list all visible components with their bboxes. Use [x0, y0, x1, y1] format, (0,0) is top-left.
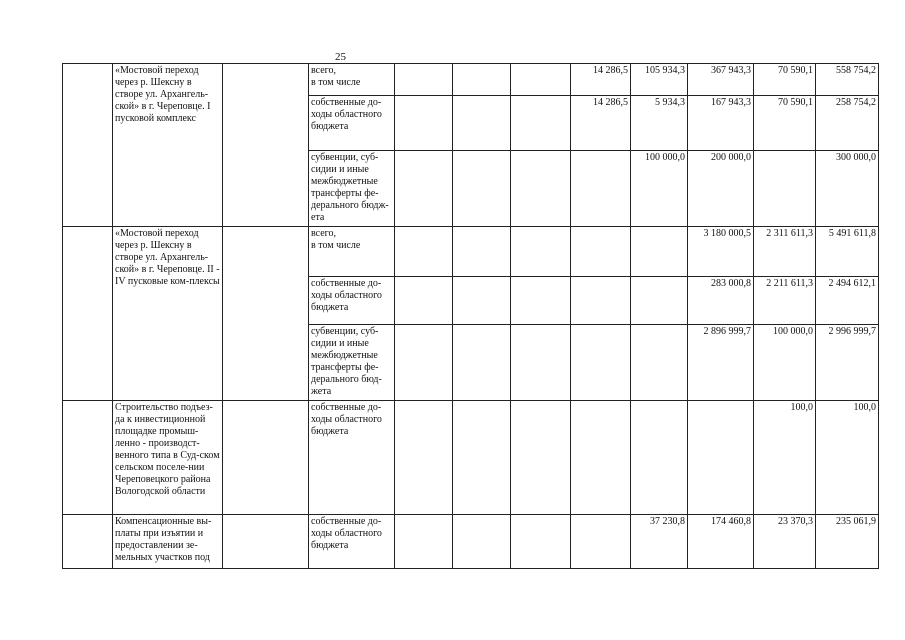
funding-source-cell: всего, в том числе	[309, 227, 395, 277]
table-row	[63, 64, 879, 96]
value-cell: 14 286,5	[571, 64, 631, 96]
value-cell: 2 896 999,7	[688, 325, 754, 401]
empty-cell	[395, 515, 453, 569]
page-number: 25	[335, 51, 346, 63]
table-row	[63, 515, 879, 569]
empty-cell	[511, 325, 571, 401]
value-cell: 2 311 611,3	[754, 227, 816, 277]
empty-cell	[453, 325, 511, 401]
value-cell: 167 943,3	[688, 96, 754, 151]
empty-cell	[395, 96, 453, 151]
empty-cell	[395, 227, 453, 277]
empty-cell	[453, 277, 511, 325]
empty-cell	[223, 64, 309, 227]
empty-cell	[511, 64, 571, 96]
value-cell: 3 180 000,5	[688, 227, 754, 277]
value-cell: 174 460,8	[688, 515, 754, 569]
value-cell: 37 230,8	[631, 515, 688, 569]
value-cell: 258 754,2	[816, 96, 879, 151]
value-cell: 2 211 611,3	[754, 277, 816, 325]
value-cell	[754, 151, 816, 227]
empty-cell	[223, 515, 309, 569]
value-cell: 14 286,5	[571, 96, 631, 151]
value-cell: 23 370,3	[754, 515, 816, 569]
value-cell: 100 000,0	[754, 325, 816, 401]
empty-cell	[511, 401, 571, 515]
empty-cell	[223, 401, 309, 515]
value-cell: 100,0	[816, 401, 879, 515]
empty-cell	[511, 96, 571, 151]
value-cell	[571, 515, 631, 569]
empty-cell	[453, 96, 511, 151]
value-cell	[631, 325, 688, 401]
value-cell: 283 000,8	[688, 277, 754, 325]
value-cell: 235 061,9	[816, 515, 879, 569]
funding-source-cell: субвенции, суб-сидии и иные межбюджетные трансферты фе-дерального бюдж-ета	[309, 151, 395, 227]
funding-source-cell: собственные до-ходы областного бюджета	[309, 277, 395, 325]
value-cell	[631, 227, 688, 277]
index-cell	[63, 227, 113, 401]
empty-cell	[453, 227, 511, 277]
empty-cell	[453, 64, 511, 96]
funding-source-cell: субвенции, суб-сидии и иные межбюджетные трансферты фе-дерального бюд-жета	[309, 325, 395, 401]
empty-cell	[511, 151, 571, 227]
funding-source-cell: собственные до-ходы областного бюджета	[309, 401, 395, 515]
value-cell	[688, 401, 754, 515]
value-cell	[571, 227, 631, 277]
object-name-cell: Строительство подъез-да к инвестиционной площадке промыш-ленно - производст-венного типа в Суд-ском сельском поселе-нии Череповецкого района Вологодской области	[113, 401, 223, 515]
index-cell	[63, 515, 113, 569]
funding-source-cell: собственные до-ходы областного бюджета	[309, 515, 395, 569]
empty-cell	[395, 64, 453, 96]
funding-source-cell: собственные до-ходы областного бюджета	[309, 96, 395, 151]
empty-cell	[453, 401, 511, 515]
value-cell: 2 996 999,7	[816, 325, 879, 401]
value-cell: 200 000,0	[688, 151, 754, 227]
empty-cell	[453, 151, 511, 227]
value-cell	[571, 151, 631, 227]
table-row	[63, 227, 879, 277]
table-row	[63, 401, 879, 515]
value-cell: 100,0	[754, 401, 816, 515]
value-cell: 100 000,0	[631, 151, 688, 227]
index-cell	[63, 64, 113, 227]
value-cell: 5 934,3	[631, 96, 688, 151]
value-cell: 2 494 612,1	[816, 277, 879, 325]
empty-cell	[395, 277, 453, 325]
empty-cell	[511, 515, 571, 569]
value-cell	[571, 401, 631, 515]
value-cell: 105 934,3	[631, 64, 688, 96]
value-cell	[571, 277, 631, 325]
value-cell	[571, 325, 631, 401]
budget-table	[62, 63, 879, 569]
empty-cell	[223, 227, 309, 401]
object-name-cell: Компенсационные вы-платы при изъятии и предоставлении зе-мельных участков под	[113, 515, 223, 569]
empty-cell	[511, 227, 571, 277]
value-cell: 70 590,1	[754, 96, 816, 151]
value-cell: 300 000,0	[816, 151, 879, 227]
empty-cell	[453, 515, 511, 569]
empty-cell	[511, 277, 571, 325]
empty-cell	[395, 325, 453, 401]
funding-source-cell: всего, в том числе	[309, 64, 395, 96]
value-cell: 558 754,2	[816, 64, 879, 96]
value-cell: 70 590,1	[754, 64, 816, 96]
index-cell	[63, 401, 113, 515]
value-cell: 5 491 611,8	[816, 227, 879, 277]
empty-cell	[395, 401, 453, 515]
value-cell	[631, 277, 688, 325]
object-name-cell: «Мостовой переход через р. Шексну в створе ул. Архангель-ской» в г. Череповце. I пусковой комплекс	[113, 64, 223, 227]
value-cell: 367 943,3	[688, 64, 754, 96]
object-name-cell: «Мостовой переход через р. Шексну в створе ул. Архангель-ской» в г. Череповце. II - IV пусковые ком-плексы	[113, 227, 223, 401]
value-cell	[631, 401, 688, 515]
empty-cell	[395, 151, 453, 227]
